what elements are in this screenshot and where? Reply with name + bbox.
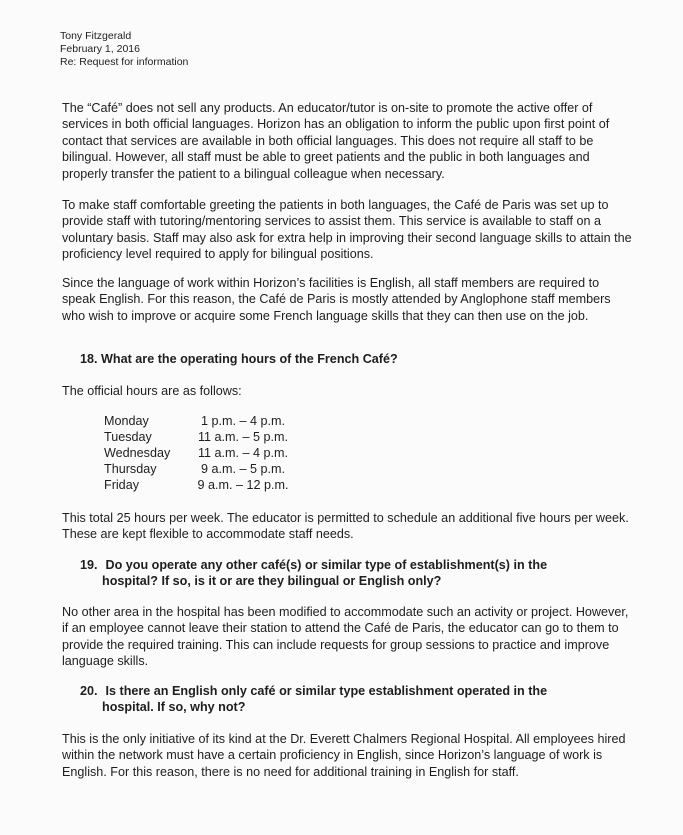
hours-table [104,413,298,493]
hours-time: 9 a.m. – 12 p.m. [197,478,289,492]
hours-row [104,461,298,477]
question-20 [80,683,640,716]
hours-day: Wednesday [104,446,171,460]
paragraph-total-hours: This total 25 hours per week. The educator is permitted to schedule an additional five hours per week. These are kept flexible to accommodate staff needs. [62,511,629,542]
paragraph-cafe-purpose: To make staff comfortable greeting the patients in both languages, the Café de Paris was set up to provide staff with tutoring/mentoring services to assist them. This service is available to staff on a voluntary basis. Staff may also ask for extra help in improving their second language skills to attain the proficiency level required to apply for bilingual positions. [62,198,632,262]
question-19 [80,557,640,590]
paragraph-official-hours: The official hours are as follows: [62,384,242,398]
sender-name: Tony Fitzgerald [60,30,132,42]
question-text-line-2: hospital. If so, why not? [102,700,246,715]
question-number: 18. [80,352,98,366]
hours-day: Friday [104,478,139,492]
hours-row [104,477,298,493]
hours-time: 11 a.m. – 4 p.m. [197,446,289,460]
letter-subject: Re: Request for information [60,56,189,68]
question-text-line-1: Do you operate any other café(s) or similar type of establishment(s) in the [105,558,548,572]
hours-row [104,413,298,429]
hours-time: 11 a.m. – 5 p.m. [197,430,289,444]
question-text-line-1: Is there an English only café or similar type establishment operated in the [105,684,548,698]
hours-day: Thursday [104,462,157,476]
question-text-line-2: hospital? If so, is it or are they bilingual or English only? [102,574,442,589]
paragraph-cafe-overview: The “Café” does not sell any products. An educator/tutor is on-site to promote the active offer of services in both official languages. Horizon has an obligation to inform the public upon first point of contact that services are available in both official languages. This does not require all staff to be bilingual. However, all staff must be able to greet patients and the public in both languages and properly transfer the patient to a bilingual colleague when necessary. [62,101,610,181]
question-text: What are the operating hours of the French Café? [101,352,398,366]
hours-day: Tuesday [104,430,152,444]
hours-row [104,445,298,461]
letter-date: February 1, 2016 [60,43,140,55]
question-18 [80,351,398,367]
hours-time: 9 a.m. – 5 p.m. [201,462,285,476]
hours-time: 1 p.m. – 4 p.m. [201,414,285,428]
letter-header [60,30,188,69]
paragraph-other-areas: No other area in the hospital has been modified to accommodate such an activity or project. However, if an employee cannot leave their station to attend the Café de Paris, the educator can go to them to provide the required training. This can include requests for group sessions to practice and improve language skills. [62,605,629,669]
paragraph-language-of-work: Since the language of work within Horizon’s facilities is English, all staff members are required to speak English. For this reason, the Café de Paris is mostly attended by Anglophone staff members who wish to improve or acquire some French language skills that they can then use on the job. [62,276,611,323]
hours-row [104,429,298,445]
question-number: 19. [80,558,98,572]
hours-day: Monday [104,414,149,428]
question-number: 20. [80,684,98,698]
paragraph-only-initiative: This is the only initiative of its kind at the Dr. Everett Chalmers Regional Hospital. All employees hired within the network must have a certain proficiency in English, since Horizon’s language of work is English. For this reason, there is no need for additional training in English for staff. [62,732,626,779]
